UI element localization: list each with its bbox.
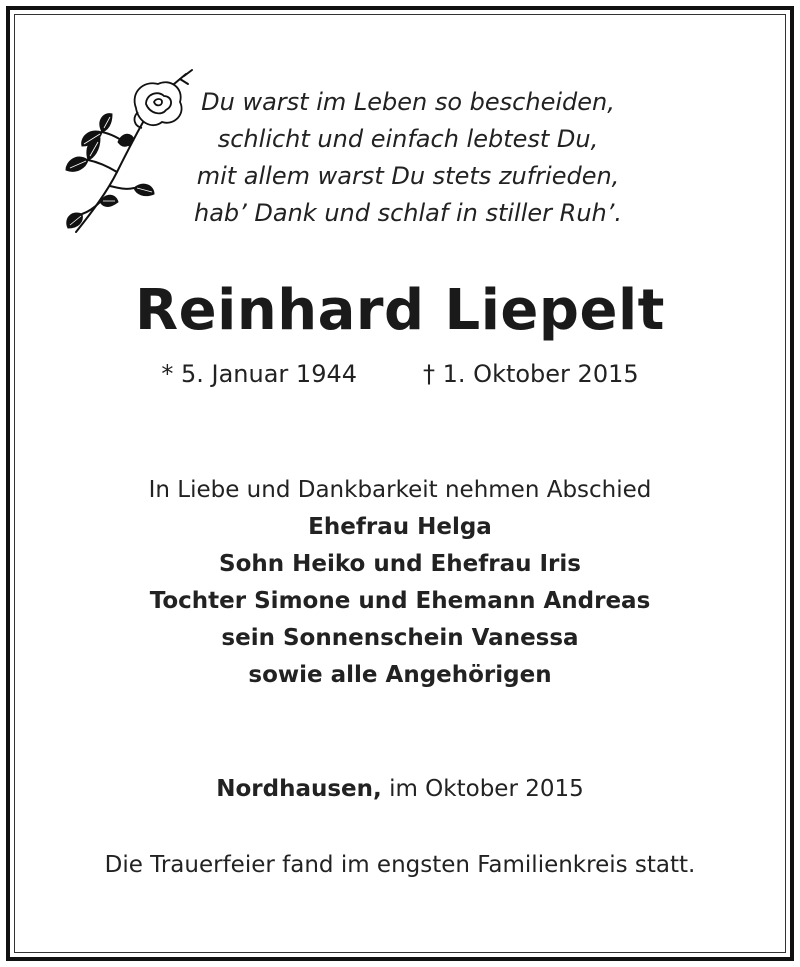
death-date: † 1. Oktober 2015: [423, 360, 639, 388]
mourner-name: sowie alle Angehörigen: [248, 662, 552, 688]
poem-line: schlicht und einfach lebtest Du,: [217, 125, 599, 153]
mourners-intro: In Liebe und Dankbarkeit nehmen Abschied: [148, 477, 652, 503]
place-date: [0, 776, 800, 802]
mourner-name: Sohn Heiko und Ehefrau Iris: [219, 551, 581, 577]
life-dates: [0, 360, 800, 388]
mourner-name: sein Sonnenschein Vanessa: [221, 625, 579, 651]
mourners-block: [0, 472, 800, 694]
mourner-name: Ehefrau Helga: [308, 514, 492, 540]
birth-date: * 5. Januar 1944: [161, 360, 358, 388]
poem: [178, 84, 638, 232]
place-city: Nordhausen,: [216, 776, 382, 802]
place-month: im Oktober 2015: [389, 776, 584, 802]
poem-line: Du warst im Leben so bescheiden,: [201, 88, 615, 116]
mourner-name: Tochter Simone und Ehemann Andreas: [149, 588, 651, 614]
funeral-note: Die Trauerfeier fand im engsten Familienkreis statt.: [104, 852, 696, 878]
poem-line: hab’ Dank und schlaf in stiller Ruh’.: [193, 199, 623, 227]
poem-line: mit allem warst Du stets zufrieden,: [196, 162, 620, 190]
deceased-name: Reinhard Liepelt: [135, 278, 665, 343]
